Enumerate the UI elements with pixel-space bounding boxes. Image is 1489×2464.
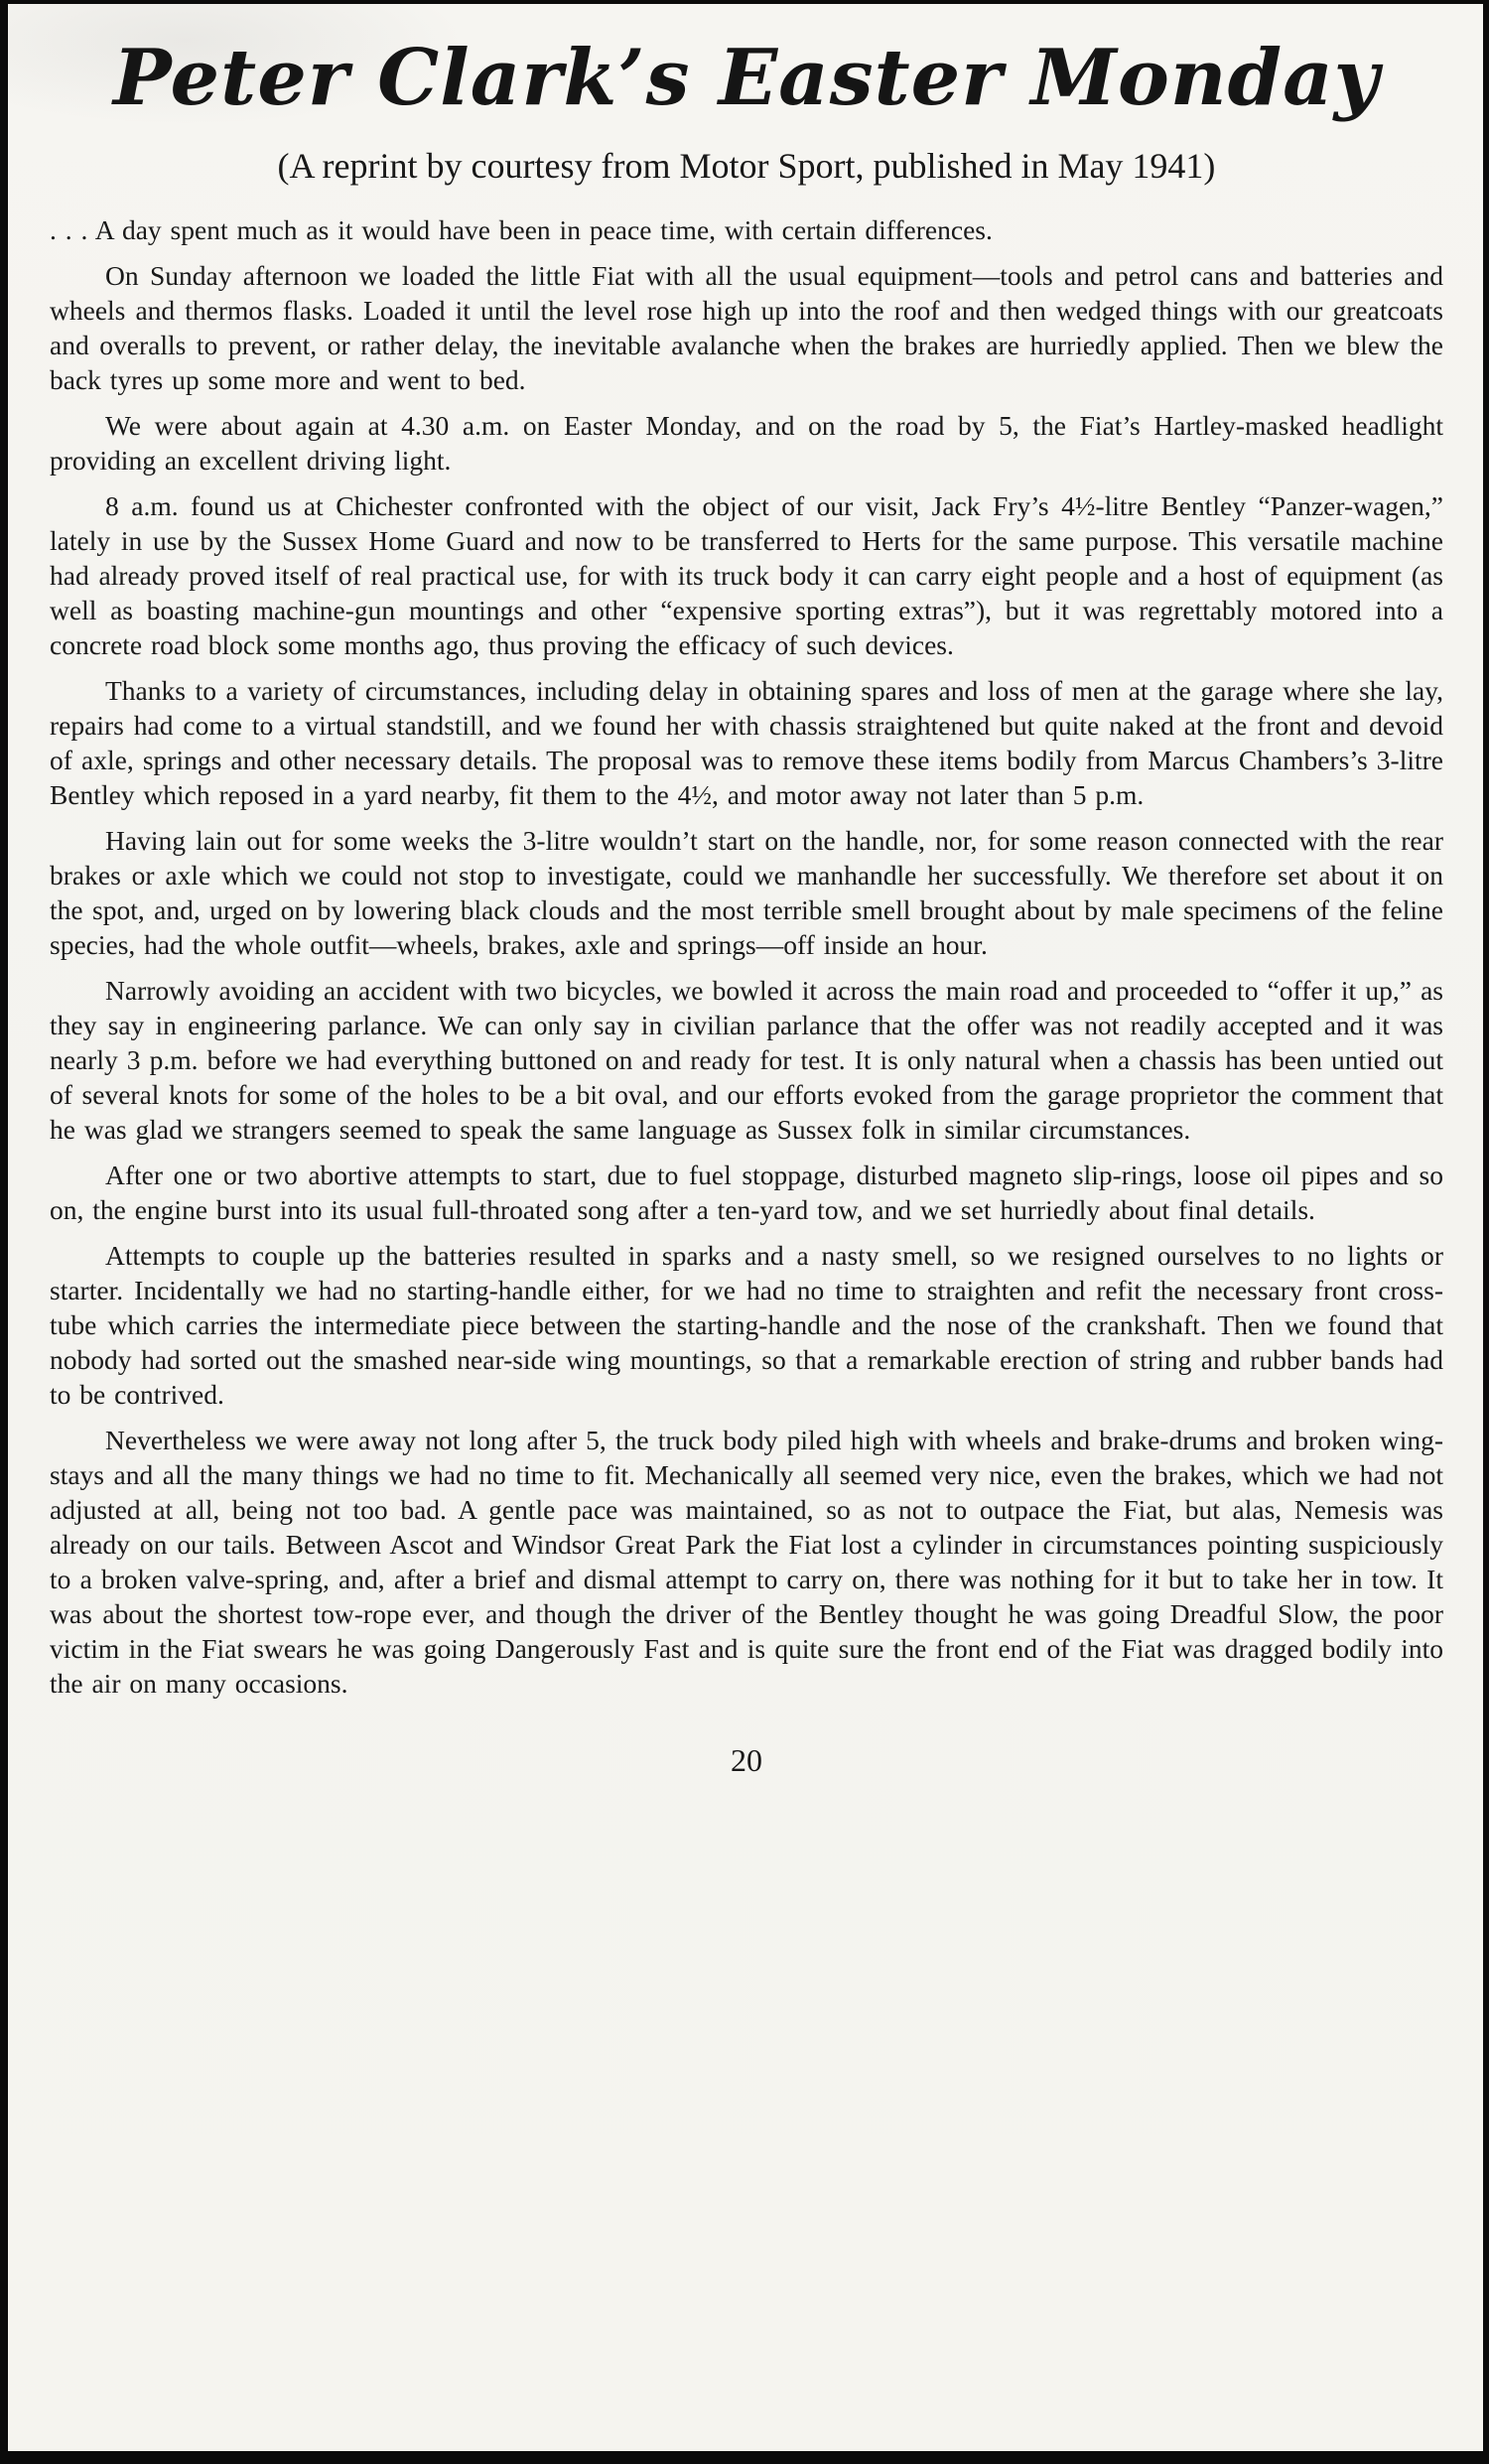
paragraph: On Sunday afternoon we loaded the little Fiat with all the usual equipment—tools and petrol cans and batteries and wheels and thermos flasks. Loaded it until the level rose high up into the roof and then wedged things with our greatcoats and overalls to prevent, or rather delay, the inevitable avalanche when the brakes are hurriedly applied. Then we blew the back tyres up some more and went to bed. — [50, 259, 1443, 395]
article-body — [50, 212, 1443, 1701]
paragraph: . . . A day spent much as it would have been in peace time, with certain differences. — [50, 213, 993, 245]
scanned-page — [8, 4, 1483, 2451]
page-number: 20 — [731, 1741, 762, 1778]
paragraph: We were about again at 4.30 a.m. on Easter Monday, and on the road by 5, the Fiat’s Hartley-masked headlight providing an excellent driving light. — [50, 409, 1443, 476]
paragraph: 8 a.m. found us at Chichester confronted with the object of our visit, Jack Fry’s 4½-litre Bentley “Panzer-wagen,” lately in use by the Sussex Home Guard and now to be transferred to Herts for the same purpose. This versatile machine had already proved itself of real practical use, for with its truck body it can carry eight people and a host of equipment (as well as boasting machine-gun mountings and other “expensive sporting extras”), but it was regrettably motored into a concrete road block some months ago, thus proving the efficacy of such devices. — [50, 489, 1443, 660]
page-subtitle: (A reprint by courtesy from Motor Sport, published in May 1941) — [277, 145, 1216, 186]
paragraph: Attempts to couple up the batteries resulted in sparks and a nasty smell, so we resigned ourselves to no lights or starter. Incidentally we had no starting-handle either, for we had no time to straighten and refit the necessary front cross-tube which carries the intermediate piece between the starting-handle and the nose of the crankshaft. Then we found that nobody had sorted out the smashed near-side wing mountings, so that a remarkable erection of string and rubber bands had to be contrived. — [50, 1239, 1443, 1410]
paragraph: Narrowly avoiding an accident with two bicycles, we bowled it across the main road and proceeded to “offer it up,” as they say in engineering parlance. We can only say in civilian parlance that the offer was not readily accepted and it was nearly 3 p.m. before we had everything buttoned on and ready for test. It is only natural when a chassis has been untied out of several knots for some of the holes to be a bit oval, and our efforts evoked from the garage proprietor the comment that he was glad we strangers seemed to speak the same language as Sussex folk in similar circumstances. — [50, 974, 1443, 1145]
paragraph: Nevertheless we were away not long after 5, the truck body piled high with wheels and brake-drums and broken wing-stays and all the many things we had no time to fit. Mechanically all seemed very nice, even the brakes, which we had not adjusted at all, being not too bad. A gentle pace was maintained, so as not to outpace the Fiat, but alas, Nemesis was already on our tails. Between Ascot and Windsor Great Park the Fiat lost a cylinder in circumstances pointing suspiciously to a broken valve-spring, and, after a brief and dismal attempt to carry on, there was nothing for it but to take her in tow. It was about the shortest tow-rope ever, and though the driver of the Bentley thought he was going Dreadful Slow, the poor victim in the Fiat swears he was going Dangerously Fast and is quite sure the front end of the Fiat was dragged bodily into the air on many occasions. — [50, 1424, 1443, 1699]
paragraph: Having lain out for some weeks the 3-litre wouldn’t start on the handle, nor, for some reason connected with the rear brakes or axle which we could not stop to investigate, could we manhandle her successfully. We therefore set about it on the spot, and, urged on by lowering black clouds and the most terrible smell brought about by male specimens of the feline species, had the whole outfit—wheels, brakes, axle and springs—off inside an hour. — [50, 824, 1443, 960]
paragraph: After one or two abortive attempts to start, due to fuel stoppage, disturbed magneto slip-rings, loose oil pipes and so on, the engine burst into its usual full-throated song after a ten-yard tow, and we set hurriedly about final details. — [50, 1159, 1443, 1225]
paragraph: Thanks to a variety of circumstances, including delay in obtaining spares and loss of men at the garage where she lay, repairs had come to a virtual standstill, and we found her with chassis straightened but quite naked at the front and devoid of axle, springs and other necessary details. The proposal was to remove these items bodily from Marcus Chambers’s 3-litre Bentley which reposed in a yard nearby, fit them to the 4½, and motor away not later than 5 p.m. — [50, 674, 1443, 810]
page-title: Peter Clark’s Easter Monday — [113, 33, 1380, 123]
